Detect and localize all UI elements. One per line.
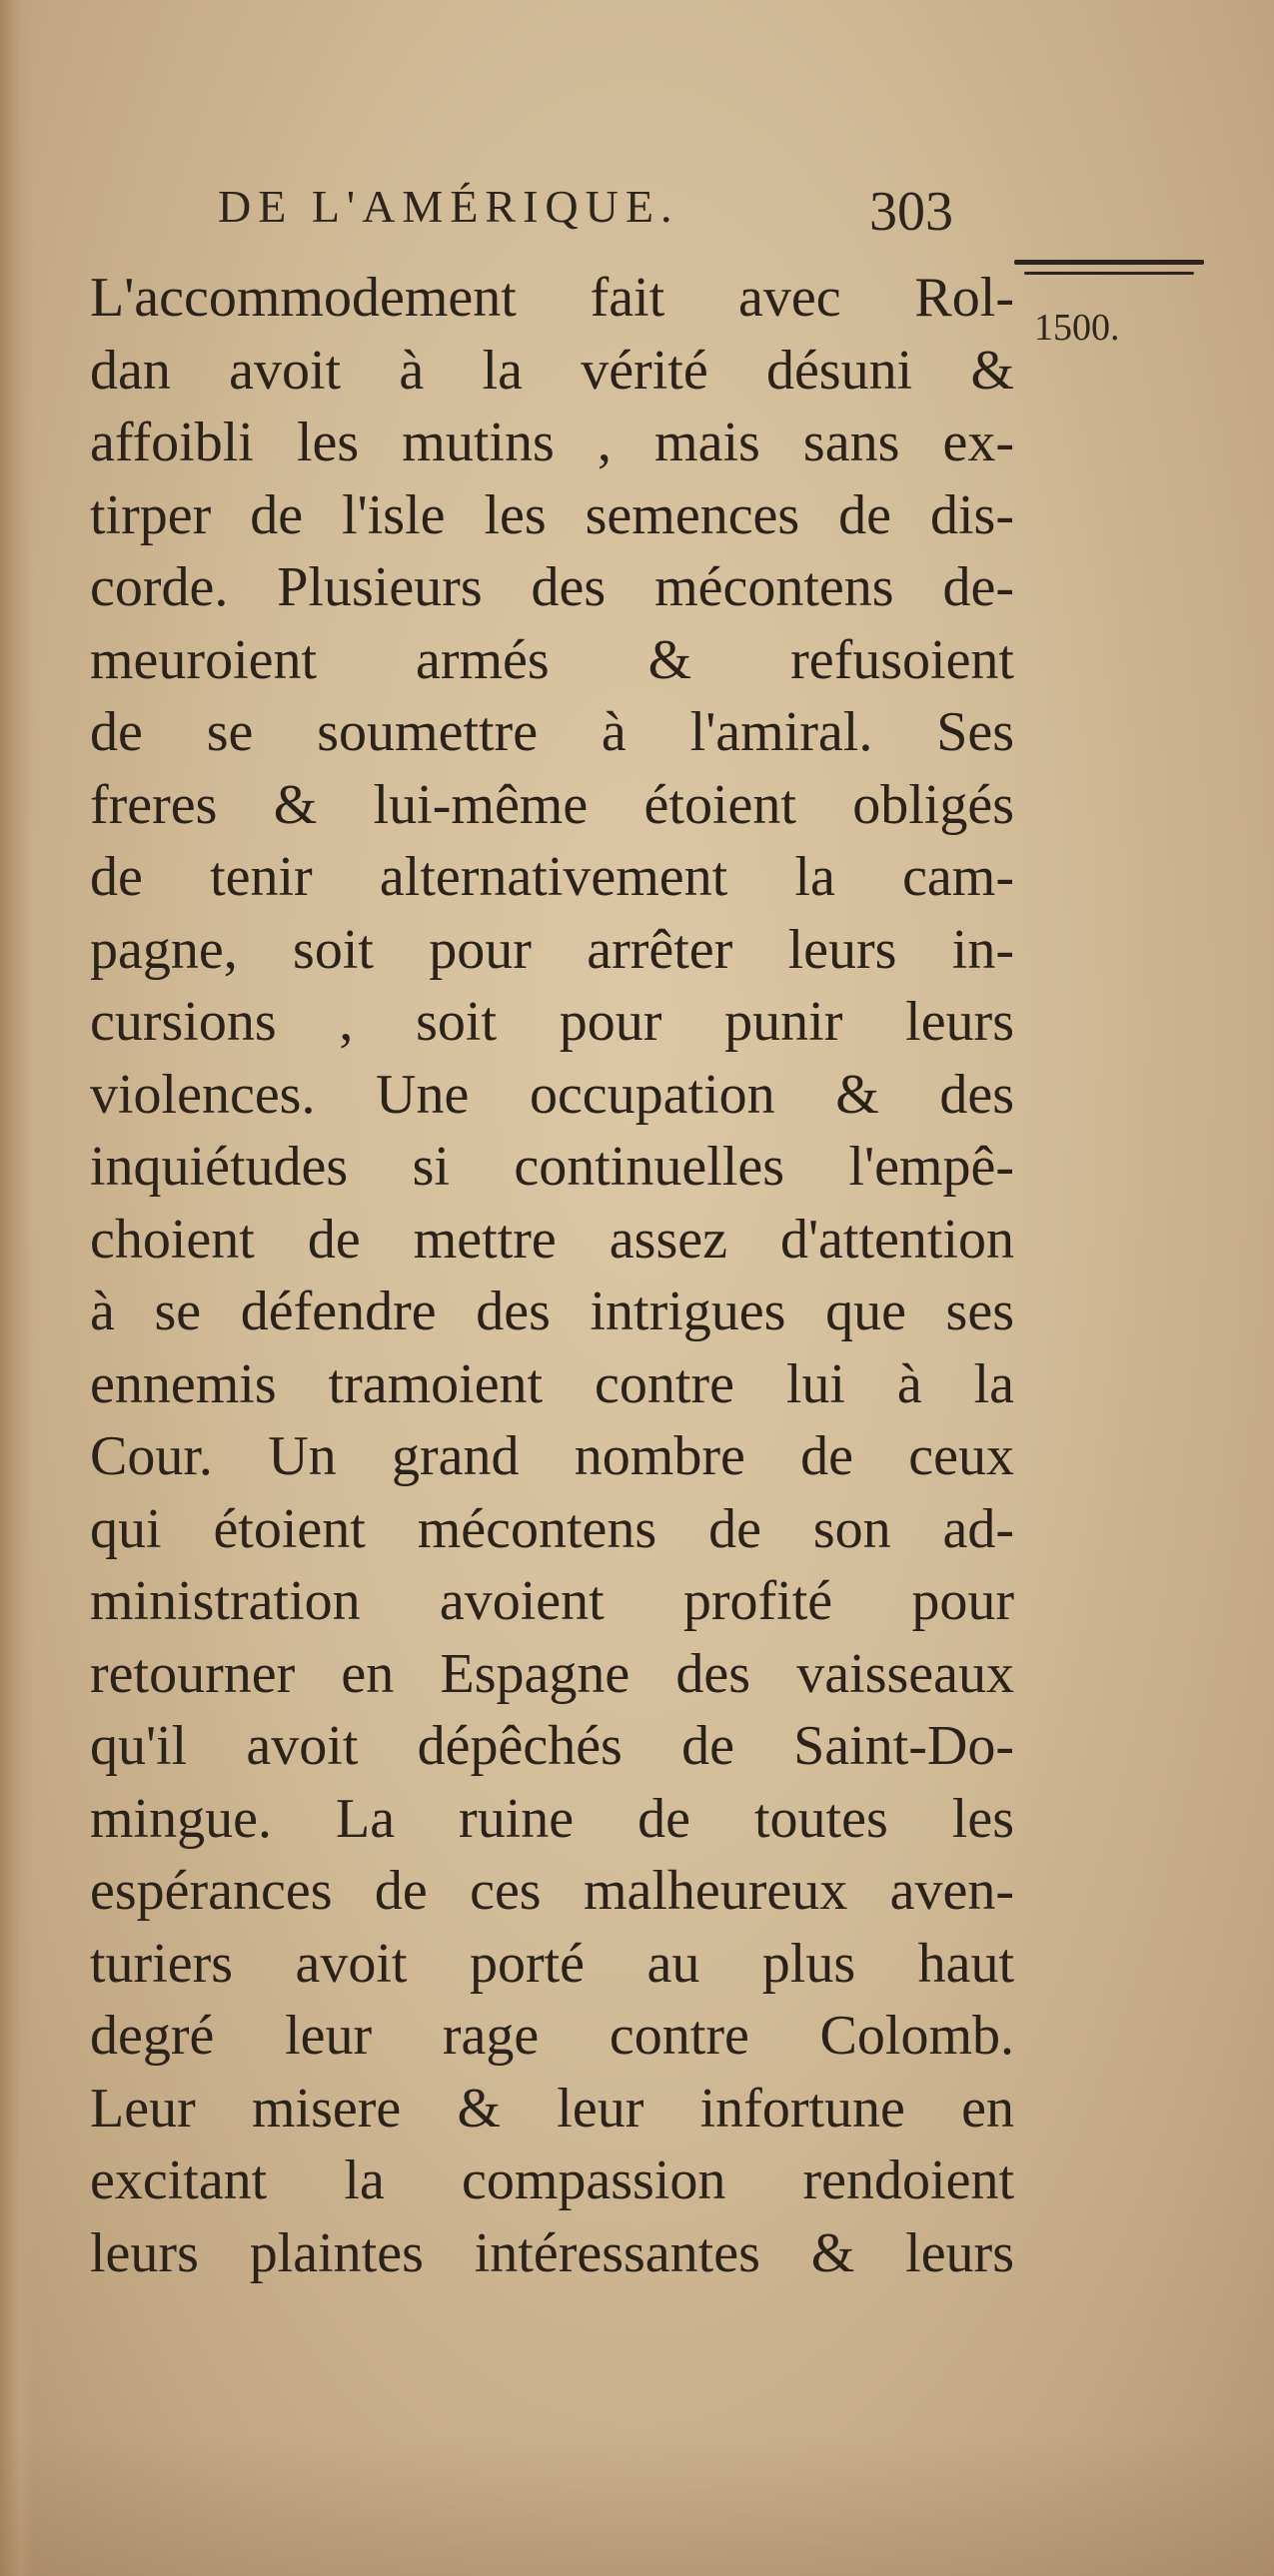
text-line: L'accommodement fait avec Rol- (90, 267, 1014, 329)
text-line: affoibli les mutins , mais sans ex- (90, 412, 1014, 473)
text-line: freres & lui-même étoient obligés (90, 773, 1014, 836)
page-number: 303 (869, 181, 953, 243)
text-line: retourner en Espagne des vaisseaux (90, 1642, 1014, 1705)
header-rule-thin (1024, 272, 1194, 275)
text-line: Leur misere & leur infortune en (90, 2077, 1014, 2140)
text-line: tirper de l'isle les semences de dis- (90, 483, 1014, 546)
text-line: pagne, soit pour arrêter leurs in- (90, 918, 1014, 981)
text-line: degré leur rage contre Colomb. (90, 2005, 1014, 2067)
text-line: qu'il avoit dépêchés de Saint-Do- (90, 1715, 1014, 1777)
text-line: excitant la compassion rendoient (90, 2149, 1014, 2211)
text-line: cursions , soit pour punir leurs (90, 991, 1014, 1053)
margin-year-note: 1500. (1034, 307, 1120, 349)
running-head: DE L'AMÉRIQUE. (218, 181, 679, 232)
text-line: turiers avoit porté au plus haut (90, 1932, 1014, 1995)
text-line: qui étoient mécontens de son ad- (90, 1497, 1014, 1560)
text-line: ministration avoient profité pour (90, 1570, 1014, 1632)
text-line: de tenir alternativement la cam- (90, 846, 1014, 908)
text-line: leurs plaintes intéressantes & leurs (90, 2221, 1014, 2284)
text-line: Cour. Un grand nombre de ceux (90, 1425, 1014, 1487)
text-line: choient de mettre assez d'attention (90, 1208, 1014, 1271)
text-line: à se défendre des intrigues que ses (90, 1281, 1014, 1342)
text-line: inquiétudes si continuelles l'empê- (90, 1136, 1014, 1198)
text-line: violences. Une occupation & des (90, 1063, 1014, 1126)
header-rule (1014, 260, 1204, 265)
body-text (90, 262, 1014, 2289)
text-line: meuroient armés & refusoient (90, 628, 1014, 691)
text-line: de se soumettre à l'amiral. Ses (90, 701, 1014, 763)
text-line: mingue. La ruine de toutes les (90, 1787, 1014, 1850)
text-line: espérances de ces malheureux aven- (90, 1860, 1014, 1922)
text-line: ennemis tramoient contre lui à la (90, 1352, 1014, 1415)
text-line: dan avoit à la vérité désuni & (90, 339, 1014, 402)
text-line: corde. Plusieurs des mécontens de- (90, 556, 1014, 618)
